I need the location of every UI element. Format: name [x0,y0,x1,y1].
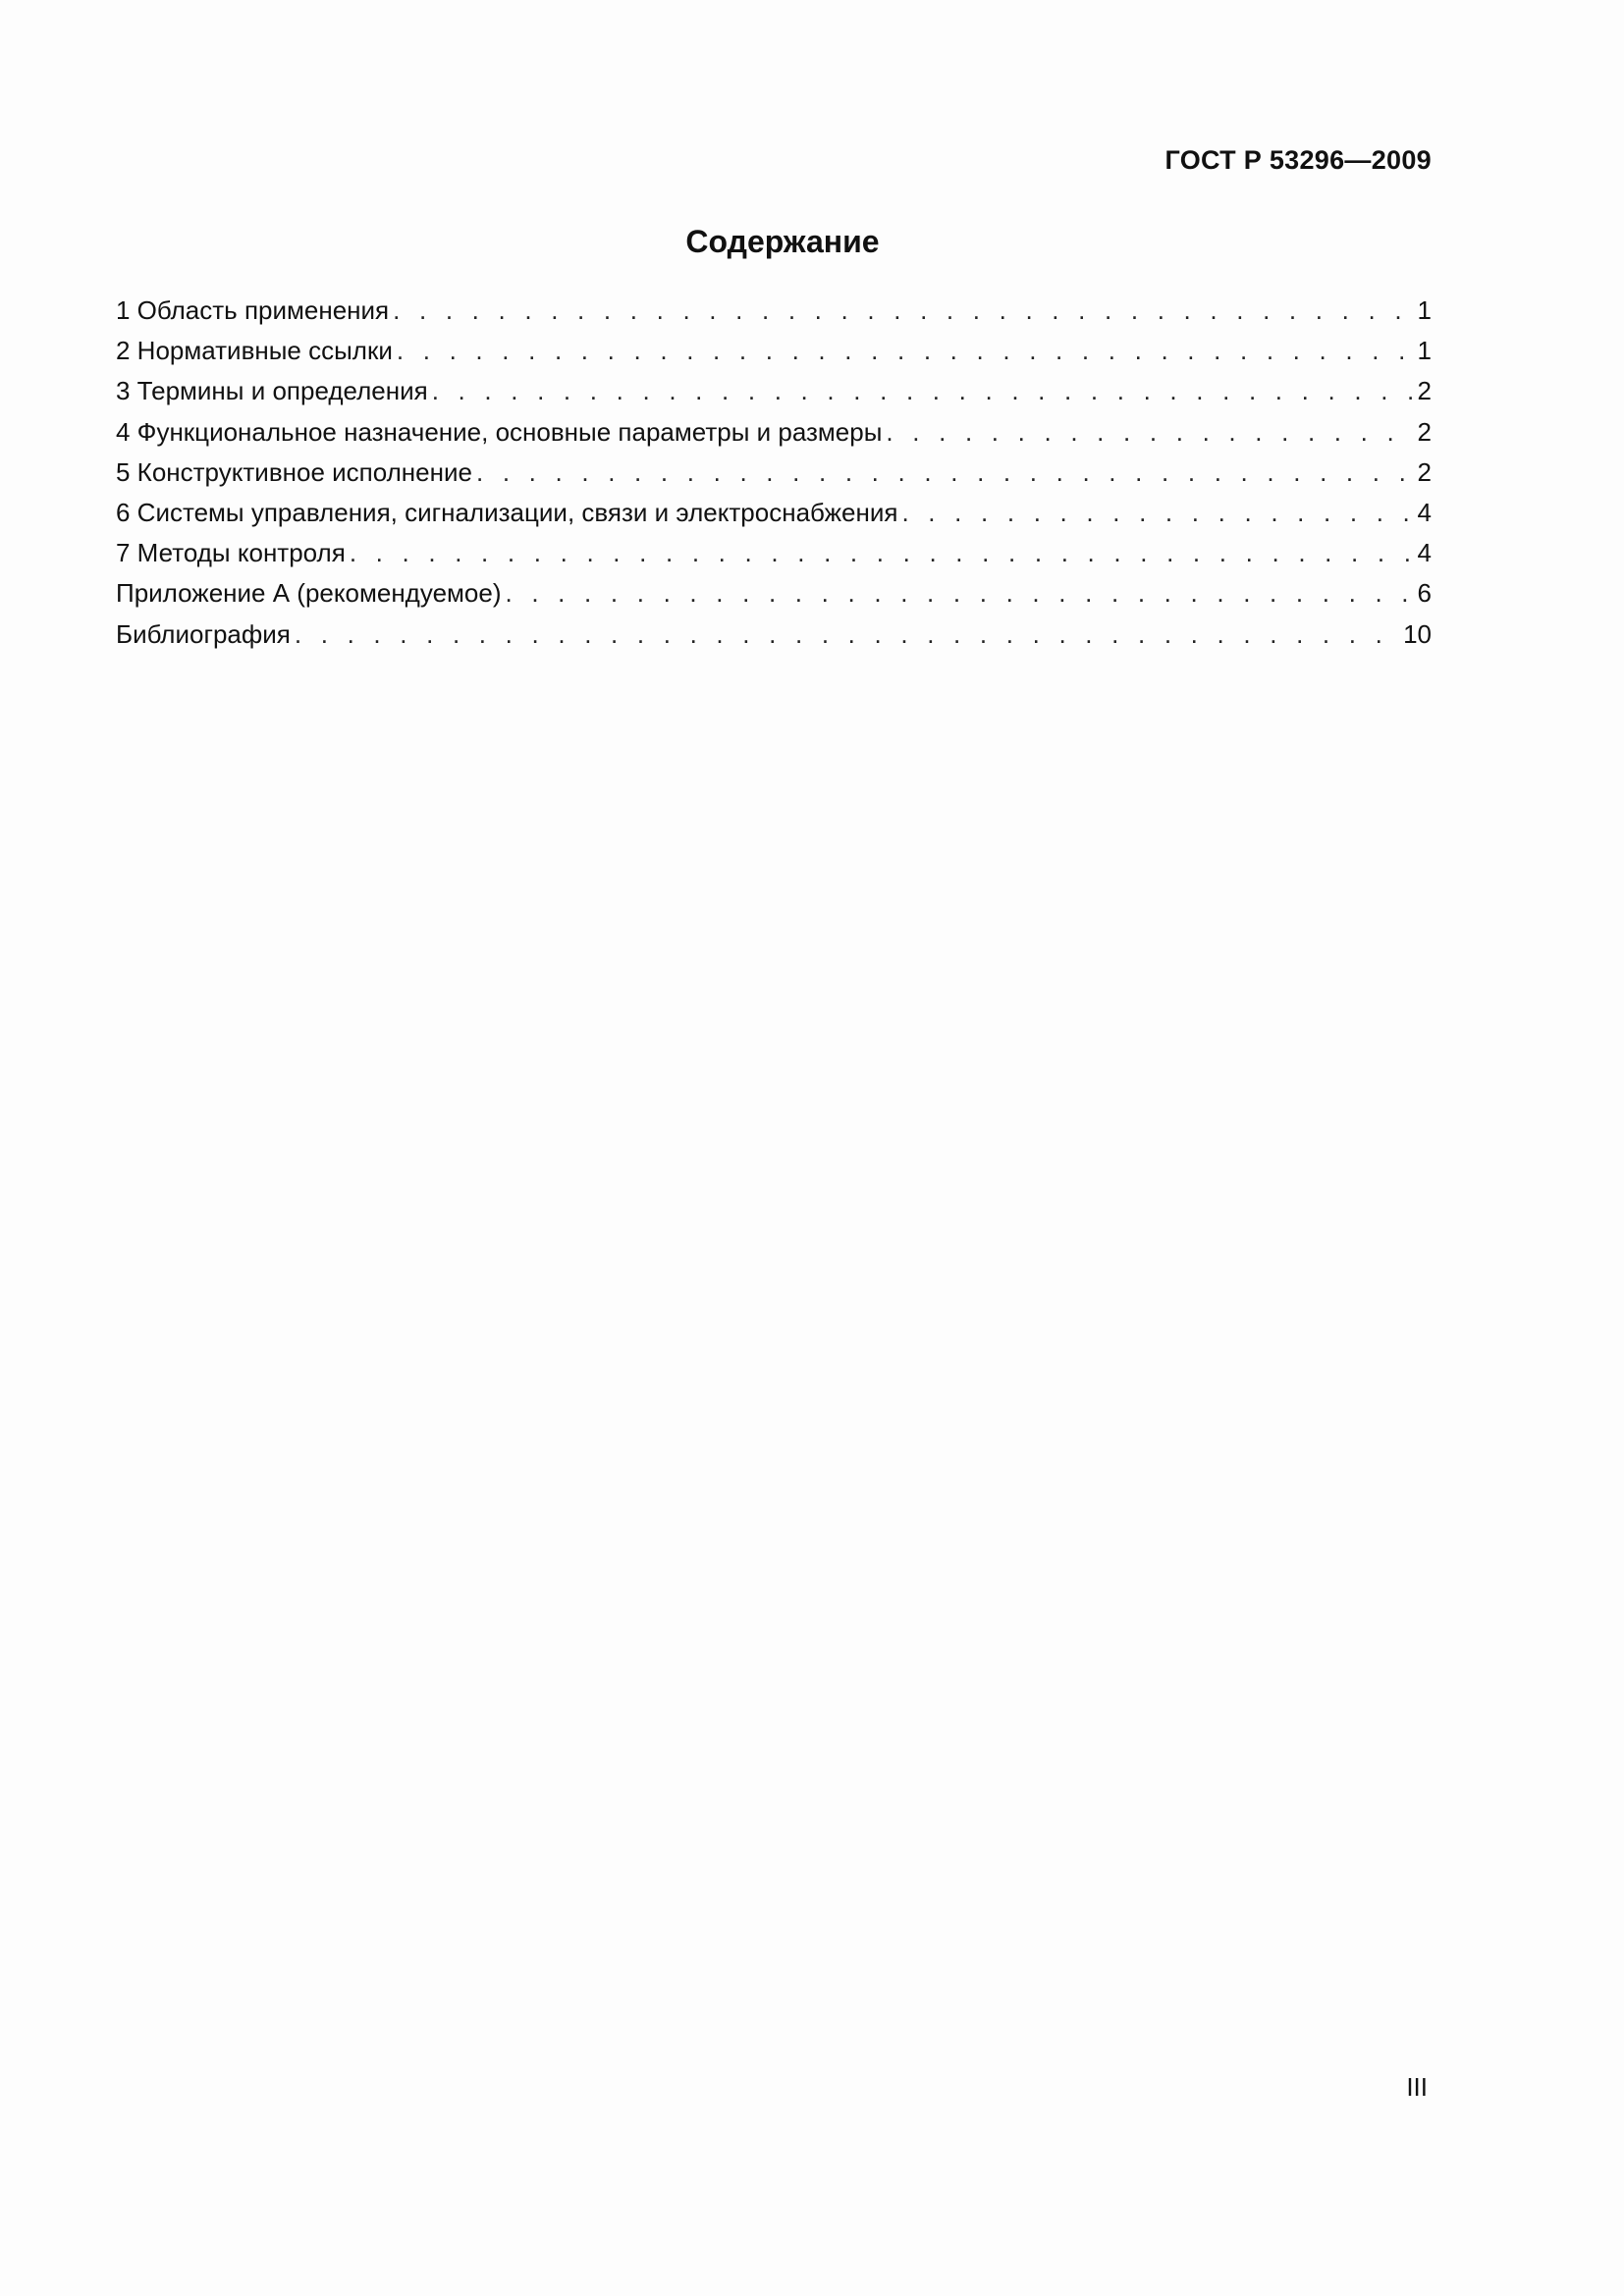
toc-leader-dots [295,614,1397,655]
toc-leader-dots [886,412,1411,453]
toc-entry-page: 4 [1417,538,1432,568]
toc-entry[interactable] [116,331,1432,371]
toc-entry-page: 1 [1417,336,1432,366]
toc-entry-page: 2 [1417,376,1432,406]
toc-entry-page: 4 [1417,497,1432,527]
toc-entry-title: Приложение А (рекомендуемое) [116,578,502,609]
toc-leader-dots [505,573,1411,614]
toc-leader-dots [393,291,1411,331]
toc-entry[interactable] [116,493,1432,533]
toc-entry[interactable] [116,533,1432,573]
toc-entry-title: 7 Методы контроля [116,538,346,568]
toc-entry-page: 6 [1417,578,1432,609]
toc-entry[interactable] [116,614,1432,655]
page-number: III [1406,2072,1428,2102]
toc-entry[interactable] [116,573,1432,614]
toc-entry-title: Библиография [116,618,291,649]
toc-leader-dots [476,453,1412,493]
toc-entry-page: 10 [1403,618,1432,649]
document-code: ГОСТ Р 53296—2009 [1164,145,1432,175]
toc-entry-title: 3 Термины и определения [116,376,428,406]
toc-heading: Содержание [685,224,880,259]
toc-entry-title: 4 Функциональное назначение, основные параметры и размеры [116,416,883,447]
toc-entry-title: 6 Системы управления, сигнализации, связи и электроснабжения [116,497,898,527]
toc-leader-dots [350,533,1412,573]
toc-entry-title: 1 Область применения [116,295,390,325]
toc-leader-dots [432,371,1412,411]
toc-entry-title: 2 Нормативные ссылки [116,336,393,366]
toc-entry[interactable] [116,453,1432,493]
toc-entry[interactable] [116,371,1432,411]
toc-entry[interactable] [116,291,1432,331]
toc-leader-dots [901,493,1411,533]
toc-entry-title: 5 Конструктивное исполнение [116,456,472,487]
toc-leader-dots [397,331,1412,371]
table-of-contents [116,291,1432,655]
toc-entry-page: 2 [1417,416,1432,447]
toc-entry[interactable] [116,412,1432,453]
toc-entry-page: 1 [1417,295,1432,325]
toc-entry-page: 2 [1417,456,1432,487]
